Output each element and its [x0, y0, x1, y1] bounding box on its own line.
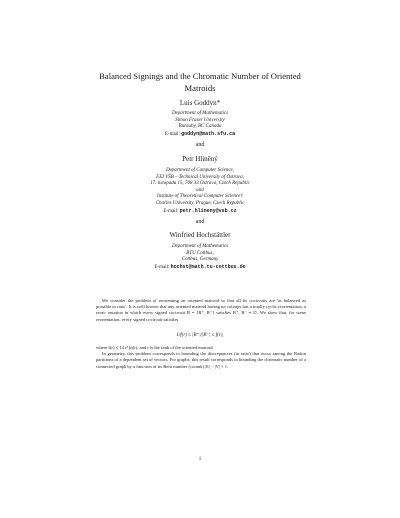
abstract-line: where f(r) ≤ 14 r² ln(r), and r is the rank of the oriented matroid.: [96, 345, 214, 350]
aff-line: and: [196, 187, 204, 193]
email-address: hochst@math.tu-cottbus.de: [170, 264, 246, 270]
aff-line: Charles University, Prague, Czech Republic: [155, 200, 245, 206]
abstract-line: In geometry, this problem corresponds to bounding the discrepancies (in: [102, 351, 240, 357]
paper-title: [0, 70, 400, 94]
aff-line: BTU Cottbus,: [186, 250, 214, 256]
abstract-line: We show that, for some reorientation, every signed cocircuit satisfies: [96, 310, 306, 322]
abstract-line: ratio) that occur among the Radon partitions of a dependent set of vectors.: [96, 351, 307, 363]
author-name-1: Luis Goddyn*: [179, 99, 221, 107]
aff-line: Department of Computer Science,: [165, 168, 235, 173]
aff-line: Institute of Theoretical Computer Science†: [157, 194, 243, 200]
email-prefix: E-mail:: [154, 265, 171, 270]
author-affiliation-2: [0, 168, 400, 208]
abstract-paragraph-2: [96, 345, 306, 370]
abstract-line: cocircuits are 'as balanced as possible in ratio'. It is well known that any: [96, 298, 306, 310]
abstract-line: connected graph by a function of its Betti number (corank) |E| − |V| + 1.: [96, 363, 229, 369]
aff-line: Burnaby, BC Canada: [178, 124, 222, 130]
email-prefix: E-mail:: [164, 132, 182, 137]
abstract-paragraph-1: [96, 298, 306, 323]
aff-line: Simon Fraser University: [175, 117, 225, 123]
and-separator-1: and: [195, 142, 205, 148]
aff-line: Department of Mathematics: [171, 111, 229, 116]
page-number: 1: [198, 457, 202, 462]
email-address: petr.hlineny@vsb.cz: [179, 208, 237, 214]
author-email-3: [0, 264, 400, 272]
abstract-text: [96, 351, 306, 370]
aff-line: FEI VŠB – Technical University of Ostrava,: [156, 174, 244, 180]
abstract-line: We consider the problem of reorienting an oriented matroid so that all its: [102, 298, 248, 303]
email-prefix: E-mail:: [163, 209, 180, 214]
author-affiliation-1: [0, 111, 400, 131]
email-address: goddyn@math.sfu.ca: [181, 131, 236, 137]
author-email-2: [0, 208, 400, 216]
abstract-text: [96, 298, 306, 323]
and-separator-2: and: [195, 219, 205, 225]
title-line-2: Matroids: [184, 83, 216, 93]
abstract-formula: 1/f(r) ≤ |B⁺|/|B⁻| ≤ f(r),: [176, 333, 224, 338]
abstract-line: For graphs, this result corresponds to bounding the chromatic number of a: [169, 357, 306, 363]
abstract-line: oriented matroid having no coloops has a totally cyclic reorientation, a reori-: [96, 304, 307, 316]
aff-line: Cottbus, Germany: [181, 257, 219, 263]
title-line-1: Balanced Signings and the Chromatic Number of Oriented: [99, 71, 301, 81]
author-name-3: Winfried Hochstättler: [169, 231, 231, 239]
author-name-2: Petr Hliněný: [182, 155, 218, 163]
aff-line: Department of Mathematics: [171, 244, 229, 249]
aff-line: 17. listopadu 15, 708 33 Ostrava, Czech Republic: [150, 181, 250, 187]
abstract-line: entation in which every signed cocircuit B = {B⁺, B⁻} satisfies B⁺, B⁻ ≠ ∅.: [108, 310, 259, 316]
author-affiliation-3: [0, 244, 400, 264]
author-email-1: [0, 131, 400, 139]
